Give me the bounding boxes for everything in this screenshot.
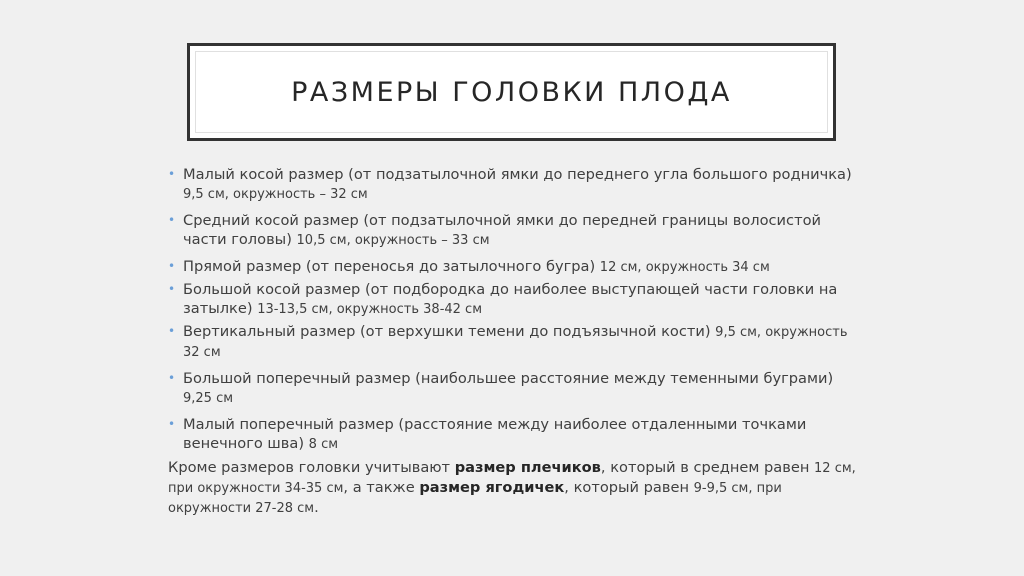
bullet-text: Большой косой размер (от подбородка до наиболее выступающей части головки на затылке) <box>183 281 838 317</box>
bullet-list <box>168 165 858 454</box>
closing-text: . <box>314 499 319 516</box>
bullet-value: 10,5 см, окружность – 33 см <box>296 233 490 248</box>
bullet-icon: • <box>168 371 176 385</box>
bullet-item <box>168 369 858 408</box>
bullet-text: Средний косой размер (от подзатылочной ямки до передней границы волосистой части головы) <box>183 212 821 248</box>
bullet-text: Малый косой размер (от подзатылочной ямки до переднего угла большого родничка) <box>183 166 852 183</box>
bullet-icon: • <box>168 282 176 296</box>
bullet-icon: • <box>168 324 176 338</box>
bullet-item <box>168 280 858 319</box>
bullet-value: 8 см <box>308 437 339 452</box>
bullet-value: 9,25 см <box>183 391 234 406</box>
bullet-value: 12 см, окружность 34 см <box>599 260 770 275</box>
closing-text: , который в среднем равен <box>600 459 815 476</box>
bullet-text: Вертикальный размер (от верхушки темени до подъязычной кости) <box>183 323 711 340</box>
closing-bold-shoulders: размер плечиков <box>454 459 601 476</box>
bullet-item <box>168 322 858 362</box>
closing-bold-buttocks: размер ягодичек <box>419 479 565 496</box>
bullet-item <box>168 415 858 454</box>
slide-title: РАЗМЕРЫ ГОЛОВКИ ПЛОДА <box>291 76 732 108</box>
bullet-value: 9,5 см, окружность – 32 см <box>183 187 368 202</box>
closing-value: 12 см, при окружности 34-35 см <box>168 461 856 496</box>
closing-text: Кроме размеров головки учитывают <box>168 459 455 476</box>
bullet-value: 9,5 см, окружность 32 см <box>183 325 848 360</box>
slide-content <box>168 165 858 518</box>
closing-text: , а также <box>343 479 420 496</box>
closing-paragraph <box>168 458 858 518</box>
closing-text: , который равен <box>564 479 694 496</box>
bullet-icon: • <box>168 259 176 273</box>
bullet-text: Большой поперечный размер (наибольшее расстояние между теменными буграми) <box>183 370 834 387</box>
bullet-item <box>168 165 858 204</box>
bullet-icon: • <box>168 213 176 227</box>
bullet-text: Прямой размер (от переносья до затылочного бугра) <box>183 258 596 275</box>
title-box <box>187 43 836 141</box>
bullet-item <box>168 211 858 250</box>
bullet-icon: • <box>168 167 176 181</box>
bullet-value: 13-13,5 см, окружность 38-42 см <box>257 302 483 317</box>
bullet-item <box>168 257 858 277</box>
bullet-text: Малый поперечный размер (расстояние между наиболее отдаленными точками венечного шва) <box>183 416 807 452</box>
closing-value: 9-9,5 см, при окружности 27-28 см <box>168 481 782 516</box>
bullet-icon: • <box>168 417 176 431</box>
